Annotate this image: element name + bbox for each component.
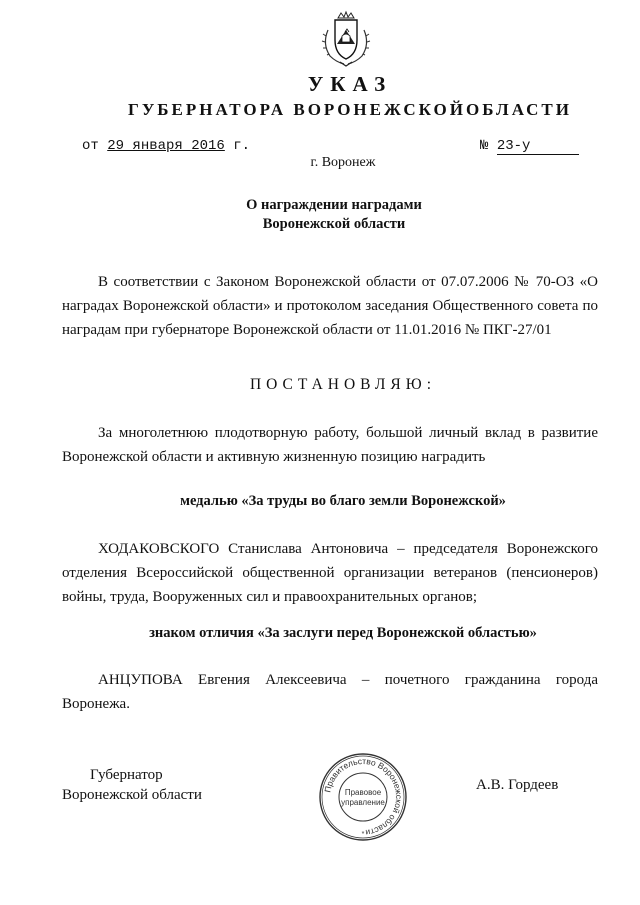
stamp-star-icon: * — [361, 831, 365, 838]
decree-heading: ПОСТАНОВЛЯЮ: — [249, 376, 437, 393]
date-prefix: от — [82, 138, 99, 154]
stamp-inner-line-2: управление — [341, 798, 385, 807]
award-heading-2: знаком отличия «За заслуги перед Воронежской областью» — [149, 625, 537, 641]
subject-heading — [0, 196, 640, 234]
awardee-paragraph-2: АНЦУПОВА Евгения Алексеевича – почетного гражданина города Воронежа. — [62, 672, 598, 712]
subject-line-1: О награждении наградами — [246, 197, 422, 213]
number-value: 23-у — [497, 138, 579, 155]
coat-of-arms-icon — [320, 10, 372, 68]
number-prefix: № — [480, 138, 489, 154]
date-suffix: г. — [233, 138, 251, 154]
document-title: УКАЗ — [307, 72, 393, 96]
position-line-2: Воронежской области — [62, 787, 202, 803]
award-heading-1: медалью «За труды во благо земли Воронежской» — [180, 493, 506, 509]
date-value: 29 января 2016 — [107, 138, 225, 154]
stamp-outer-text: Правительство Воронежской области — [322, 755, 405, 838]
signatory-position — [62, 765, 202, 805]
position-line-1: Губернатор — [90, 767, 163, 783]
stamp-inner-line-1: Правовое — [344, 788, 382, 797]
date-field — [82, 138, 250, 154]
official-stamp — [318, 752, 408, 842]
signatory-name: А.В. Гордеев — [476, 777, 559, 793]
intro-paragraph: В соответствии с Законом Воронежской области от 07.07.2006 № 70-ОЗ «О наградах Воронежской области» и протоколом заседания Общественного совета по наградам при губернаторе Воронежской области от 11.01.2016 № ПКГ-27/01 — [62, 274, 598, 338]
document-subtitle: ГУБЕРНАТОРА ВОРОНЕЖСКОЙОБЛАСТИ — [128, 100, 572, 119]
city: г. Воронеж — [310, 155, 376, 170]
awardee-paragraph-1: ХОДАКОВСКОГО Станислава Антоновича – председателя Воронежского отделения Всероссийской общественной организации ветеранов (пенсионеров) войны, труда, Вооруженных сил и правоохранительных органов; — [62, 541, 598, 605]
subject-line-2: Воронежской области — [262, 216, 406, 232]
number-field — [480, 138, 579, 155]
reason-paragraph: За многолетнюю плодотворную работу, большой личный вклад в развитие Воронежской области и активную жизненную позицию наградить — [62, 425, 598, 465]
